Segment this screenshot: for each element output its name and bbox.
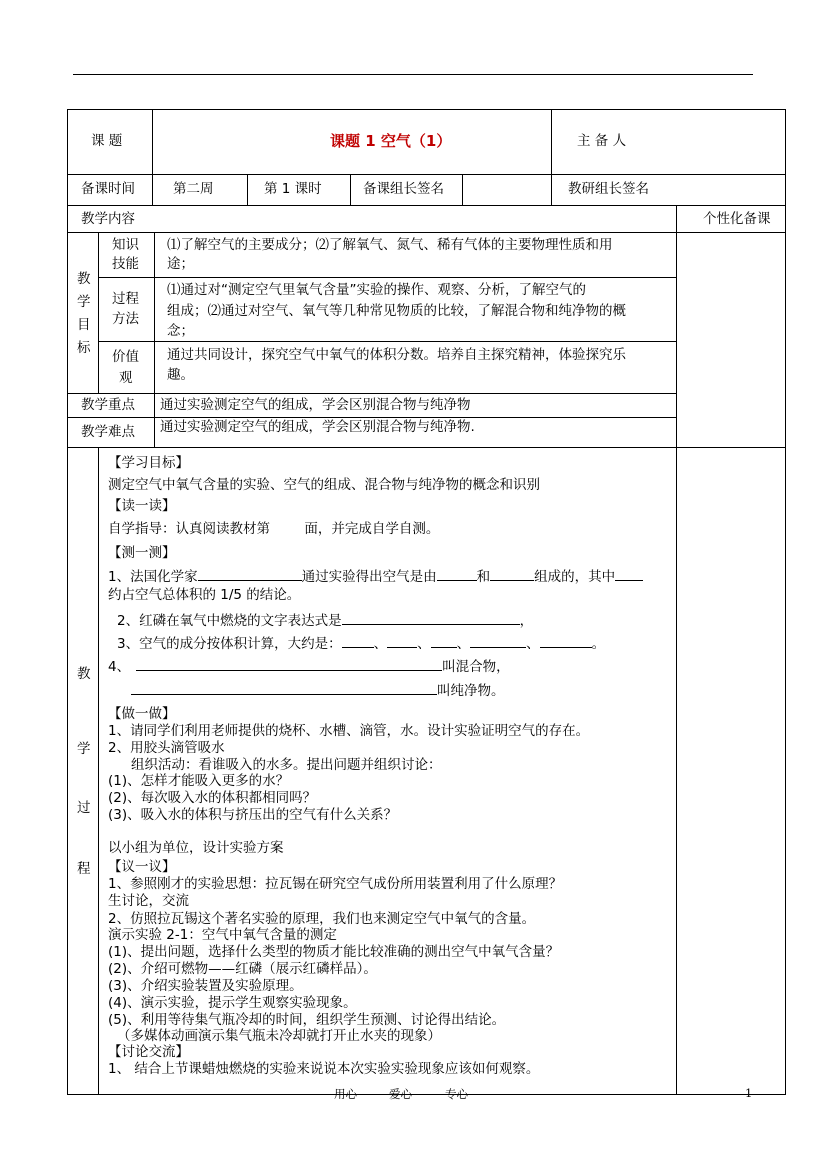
answer-blank[interactable] [198, 566, 302, 581]
knowledge-label-2: 技能 [112, 256, 139, 272]
objectives-side-label-2: 学 [77, 294, 91, 310]
values-label-2: 观 [119, 370, 133, 386]
label-teaching-content: 教学内容 [81, 211, 135, 227]
table-line [152, 109, 153, 205]
table-line [551, 109, 552, 205]
table-line [98, 447, 99, 1095]
section-discussion-exchange: 【讨论交流】 [108, 1044, 189, 1060]
answer-blank[interactable] [136, 656, 442, 671]
learning-goals-text: 测定空气中氧气含量的实验、空气的组成、混合物与纯净物的概念和识别 [108, 477, 540, 493]
process-side-label-4: 程 [77, 861, 91, 877]
table-line [67, 205, 786, 206]
table-line [98, 277, 676, 278]
label-research-leader-sign: 教研组长签名 [568, 181, 649, 197]
process-side-label-1: 教 [77, 666, 91, 682]
discussion-q3: (3)、吸入水的体积与挤压出的空气有什么关系？ [108, 807, 398, 823]
top-rule [73, 74, 753, 75]
section-read: 【读一读】 [108, 498, 176, 514]
section-learning-goals: 【学习目标】 [108, 455, 189, 471]
group-design: 以小组为单位，设计实验方案 [108, 840, 284, 856]
section-test: 【测一测】 [108, 545, 176, 561]
table-line [67, 232, 786, 233]
footer-motto-2: 爱心 [389, 1087, 412, 1101]
objectives-side-label-3: 目 [77, 317, 91, 333]
section-do: 【做一做】 [108, 706, 176, 722]
exchange-1: 1、 结合上节课蜡烛燃烧的实验来说说本次实验实验现象应该如何观察。 [108, 1061, 540, 1077]
lesson-title: 课题 1 空气（1） [330, 132, 452, 150]
week: 第二周 [173, 181, 214, 197]
demo-step-2: (2)、介绍可燃物——红磷（展示红磷样品）。 [108, 961, 377, 977]
answer-blank[interactable] [431, 633, 457, 648]
table-line [676, 205, 677, 1095]
table-line [67, 447, 786, 448]
answer-blank[interactable] [615, 566, 643, 581]
question-1-part-b: 通过实验得出空气是由 [301, 569, 437, 585]
values-text-1: 通过共同设计，探究空气中氧气的体积分数。培养自主探究精神，体验探究乐 [167, 347, 626, 363]
table-line [154, 232, 155, 447]
footer-motto-3: 专心 [445, 1087, 468, 1101]
objectives-side-label-4: 标 [77, 340, 91, 356]
process-label-1: 过程 [112, 291, 139, 307]
table-line [67, 393, 676, 394]
objectives-side-label-1: 教 [77, 271, 91, 287]
discuss-student: 生讨论，交流 [108, 893, 189, 909]
question-2: 2、红磷在氧气中燃烧的文字表达式是 ， [117, 610, 533, 630]
process-text-1: ⑴通过对“测定空气里氧气含量”实验的操作、观察、分析，了解空气的 [167, 282, 586, 298]
discussion-q2: (2)、每次吸入水的体积都相同吗？ [108, 790, 317, 806]
difficult-points-text: 通过实验测定空气的组成，学会区别混合物与纯净物. [160, 419, 475, 435]
table-border-left [67, 109, 68, 1095]
table-line [98, 232, 99, 393]
table-border-right [785, 109, 786, 1095]
discuss-2: 2、仿照拉瓦锡这个著名实验的原理，我们也来测定空气中氧气的含量。 [108, 911, 536, 927]
knowledge-text-1: ⑴了解空气的主要成分；⑵了解氧气、氮气、稀有气体的主要物理性质和用 [167, 237, 613, 253]
table-line [67, 417, 676, 418]
label-personalized-prep: 个性化备课 [703, 211, 771, 227]
answer-blank[interactable] [490, 566, 534, 581]
process-text-3: 念； [167, 323, 194, 339]
process-side-label-2: 学 [77, 741, 91, 757]
answer-blank[interactable] [131, 680, 437, 695]
question-2-text: 2、红磷在氧气中燃烧的文字表达式是 [117, 613, 342, 629]
pure-substance-label: 叫纯净物。 [437, 683, 505, 699]
table-line [67, 174, 786, 175]
label-preparer: 主 备 人 [577, 133, 627, 149]
table-line [247, 174, 248, 205]
question-1 [108, 566, 643, 586]
table-border-top [67, 109, 786, 110]
period: 第 1 课时 [264, 181, 322, 197]
key-points-text: 通过实验测定空气的组成，学会区别混合物与纯净物 [160, 397, 471, 413]
discuss-1: 1、参照刚才的实验思想：拉瓦锡在研究空气成份所用装置利用了什么原理？ [108, 876, 563, 892]
question-3-text: 3、空气的成分按体积计算，大约是： [117, 636, 342, 652]
label-difficult-points: 教学难点 [81, 424, 135, 440]
demo-step-3: (3)、介绍实验装置及实验原理。 [108, 978, 303, 994]
self-study-guide: 自学指导：认真阅读教材第 面，并完成自学自测。 [108, 521, 440, 537]
label-group-leader-sign: 备课组长签名 [363, 181, 444, 197]
table-line [462, 174, 463, 205]
question-3: 3、空气的成分按体积计算，大约是： 、 、 、 、 。 [117, 633, 605, 653]
question-4-continued [131, 680, 505, 700]
label-topic: 课 题 [91, 133, 123, 149]
table-line [350, 174, 351, 205]
demo-step-1: (1)、提出问题，选择什么类型的物质才能比较准确的测出空气中氧气含量？ [108, 944, 560, 960]
demo-experiment-title: 演示实验 2-1：空气中氧气含量的测定 [108, 927, 337, 943]
label-prep-time: 备课时间 [81, 181, 135, 197]
question-1-part-a: 1、法国化学家 [108, 569, 198, 585]
answer-blank[interactable] [342, 633, 374, 648]
section-discuss: 【议一议】 [108, 859, 176, 875]
answer-blank[interactable] [342, 610, 520, 625]
process-label-2: 方法 [112, 311, 139, 327]
demo-step-4: (4)、演示实验，提示学生观察实验现象。 [108, 995, 357, 1011]
process-text-2: 组成；⑵通过对空气、氧气等几种常见物质的比较，了解混合物和纯净物的概 [167, 303, 626, 319]
question-1-part-d: 组成的，其中 [534, 569, 616, 585]
activity-1: 1、请同学们利用老师提供的烧杯、水槽、滴管，水。设计实验证明空气的存在。 [108, 723, 590, 739]
knowledge-label-1: 知识 [112, 237, 139, 253]
question-1-continued: 约占空气总体积的 1/5 的结论。 [108, 587, 301, 603]
table-line [98, 341, 676, 342]
answer-blank[interactable] [437, 566, 477, 581]
label-key-points: 教学重点 [81, 397, 135, 413]
question-4 [108, 656, 510, 676]
table-border-bottom [67, 1094, 786, 1095]
activity-organize: 组织活动：看谁吸入的水多。提出问题并组织讨论： [131, 757, 442, 773]
page-number: 1 [745, 1086, 753, 1100]
footer-motto-1: 用心 [334, 1087, 357, 1101]
activity-2: 2、用胶头滴管吸水 [108, 740, 225, 756]
answer-blank[interactable] [387, 633, 417, 648]
question-4-number: 4、 [108, 659, 131, 675]
knowledge-text-2: 途； [167, 256, 194, 272]
demo-multimedia-note: （多媒体动画演示集气瓶未冷却就打开止水夹的现象） [117, 1028, 441, 1044]
process-side-label-3: 过 [77, 800, 91, 816]
demo-step-5: (5)、利用等待集气瓶冷却的时间，组织学生预测、讨论得出结论。 [108, 1012, 506, 1028]
values-text-2: 趣。 [167, 367, 194, 383]
mixture-label: 叫混合物， [442, 659, 510, 675]
discussion-q1: (1)、怎样才能吸入更多的水？ [108, 773, 290, 789]
values-label-1: 价值 [112, 349, 139, 365]
question-1-part-c: 和 [476, 569, 491, 585]
answer-blank[interactable] [540, 633, 592, 648]
answer-blank[interactable] [470, 633, 526, 648]
